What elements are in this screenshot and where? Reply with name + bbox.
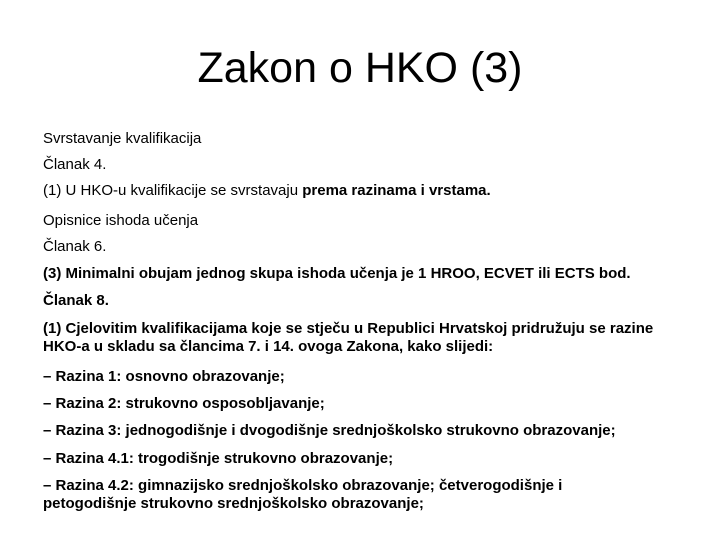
paragraph-article-text	[43, 320, 663, 356]
paragraph-bold-text: prema razinama i vrstama.	[302, 182, 491, 199]
paragraph-section-heading	[43, 130, 201, 148]
paragraph-text: Članak 6.	[43, 238, 107, 255]
paragraph-bold-text: – Razina 3: jednogodišnje i dvogodišnje srednjoškolsko strukovno obrazovanje;	[43, 422, 616, 439]
paragraph-article-text	[43, 182, 491, 200]
paragraph-section-heading	[43, 212, 198, 230]
list-item-level	[43, 395, 325, 413]
paragraph-article-text	[43, 265, 631, 283]
paragraph-text: (1) U HKO-u kvalifikacije se svrstavaju	[43, 182, 303, 199]
paragraph-article-label	[43, 238, 106, 256]
list-item-level	[43, 450, 393, 468]
paragraph-text: Članak 4.	[43, 156, 107, 173]
slide-title: Zakon o HKO (3)	[197, 44, 523, 92]
paragraph-article-label	[43, 292, 109, 310]
paragraph-bold-text: – Razina 4.1: trogodišnje strukovno obrazovanje;	[43, 450, 394, 467]
paragraph-bold-text: (3) Minimalni obujam jednog skupa ishoda učenja je 1 HROO, ECVET ili ECTS bod.	[43, 265, 631, 282]
paragraph-bold-text: – Razina 4.2: gimnazijsko srednjoškolsko obrazovanje; četverogodišnje i petogodišnje strukovno srednjoškolsko obrazovanje;	[43, 477, 563, 512]
paragraph-bold-text: – Razina 2: strukovno osposobljavanje;	[43, 395, 325, 412]
paragraph-bold-text: (1) Cjelovitim kvalifikacijama koje se stječu u Republici Hrvatskoj pridružuju se razine HKO-a u skladu sa člancima 7. i 14. ovoga Zakona, kako slijedi:	[43, 320, 654, 355]
paragraph-text: Svrstavanje kvalifikacija	[43, 130, 202, 147]
paragraph-bold-text: – Razina 1: osnovno obrazovanje;	[43, 368, 285, 385]
paragraph-article-label	[43, 156, 106, 174]
paragraph-bold-text: Članak 8.	[43, 292, 109, 309]
list-item-level	[43, 422, 616, 440]
paragraph-text: Opisnice ishoda učenja	[43, 212, 199, 229]
list-item-level	[43, 477, 643, 513]
list-item-level	[43, 368, 285, 386]
